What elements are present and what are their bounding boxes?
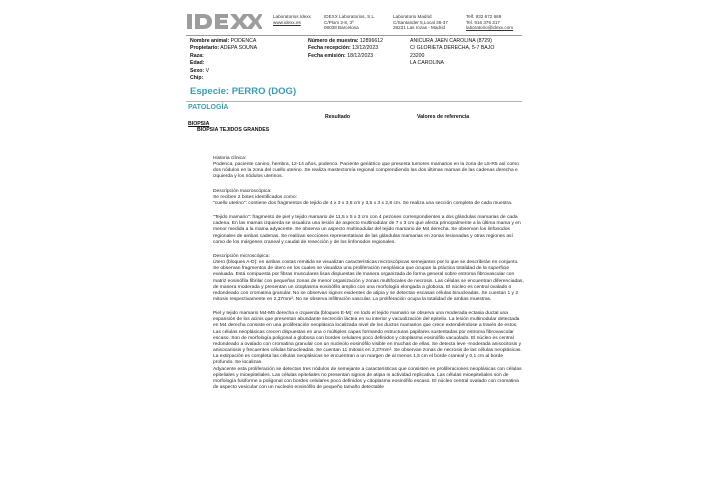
- header-lab-info: [273, 14, 311, 25]
- header-company-city: 08038 Barcelona: [324, 25, 359, 31]
- header-website-link[interactable]: www.idexx.es: [273, 19, 301, 25]
- header-phone-2: Tel. 916 376 317: [466, 19, 500, 25]
- animal-name: PODENCA: [230, 38, 257, 44]
- header-contact: [466, 14, 513, 31]
- clinic-name: ANICURA JAEN CAROLINA (8729): [410, 38, 492, 44]
- header-phone-1: Telf. 932 672 669: [466, 14, 502, 19]
- issued-label: Fecha emisión:: [308, 52, 346, 59]
- macroscopic-description: Descripción macroscópica: Se reciben 2 botes identificados como: "cuello uterino": contiene dos fragmentos de tejido de 4 x 3 x 3,5 cm y 3,5 x 3 x 2,8 cm. Se realiza una sección completa de cada muestra.: [213, 188, 513, 206]
- header-lab-name: Laboratorios Idexx: [273, 14, 311, 19]
- species-heading: Especie: PERRO (DOG): [190, 86, 297, 97]
- clinical-history: Historia clínica: Podenca, paciente canino, hembra, 12-14 años, podenco. Paciente geriátrico que presenta tumores mamarios en la zona de L5-R5 así como dos nódulos en la zona del cuello uterino. Se realiza mastectomía regional comprendiendo las dos últimas mamas de las cadenas derecha e izquierda y los nódulos uterinos.: [213, 156, 519, 180]
- sample-number-label: Número de muestra:: [308, 38, 359, 44]
- clinic-city: LA CAROLINA: [410, 60, 445, 67]
- issued-date: 18/12/2023: [347, 52, 374, 59]
- header-madrid-address: [393, 14, 448, 31]
- received-label: Fecha recepción:: [308, 45, 351, 52]
- report-header: [186, 12, 522, 34]
- sex-value: V: [205, 67, 210, 74]
- header-madrid-name: Laboratorio Madrid: [393, 14, 432, 19]
- header-divider: [186, 35, 522, 36]
- header-email-link[interactable]: laboratorio@idexx.com: [466, 25, 514, 31]
- result-column-header: Resultado: [325, 114, 351, 120]
- received-date: 13/12/2023: [352, 45, 379, 52]
- header-madrid-street: C/Santander 5,Local 36-37: [393, 19, 448, 25]
- microscopic-description: Descripción microscópica: Útero (bloques A-D): en ambas costas remitida se visualizan características microscópicas semejantes por lo que se describirán en conjunto. Se observan fragmentos de útero en los cuales se visualiza una proliferación neoplásica que ocupan la práctica totalidad de la superficie evaluada. Está compuesta por fibras musculares lisas dispuestas de manera organizada de forma general sobre estroma fibrovascular con matriz eosinófila fibrilar con pequeñas zonas de menor organización y zonas multifocales de necrosis. Las células se encuentran diferenciadas, de manera moderada y presentan un citoplasma eosinófilo amplio con una morfología elongada a globosa. El núcleo es central ovalado o redondeado con cromatina granular. No se observan signos evidentes de atipia y se detectan escasas células binucleadas. Se cuentan 1 y 2 mitosis respectivamente en 2,37mm². No se observa infiltración vascular. La proliferación ocupa la totalidad de ambas muestras.: [213, 253, 524, 302]
- sample-info: [308, 38, 383, 60]
- patient-info: [190, 38, 257, 82]
- mammary-tissue-description: "Tejido mamario": fragmento de piel y tejido mamario de 11,5 x 5 x 3 cm con 4 pezones correspondientes a dos glándulas mamarias de cada cadena. En las mamas izquierda se visualiza una lesión de aspecto multinodular de 7 x 3 cm que afecta principalmente a la última mama y en menor medida a la mama adyacente. Se observa un aspecto multinodular del tejido mamario de M4 derecha. Se observan los linfonodos regionales de ambas cadenas. Se realizan secciones representativas de las glándulas mamarias en zonas lesionadas y otras regiones así como de los márgenes craneal y caudal de resección y de los linfonodos regionales.: [213, 215, 521, 245]
- sample-number: 12896612: [359, 38, 383, 44]
- owner-name: ADEPA SOUNA: [220, 45, 258, 52]
- sex-label: Sexo:: [190, 67, 205, 74]
- section-title: PATOLOGÍA: [188, 104, 229, 111]
- owner-label: Propietario:: [190, 45, 220, 52]
- breed-label: Raza:: [190, 52, 204, 59]
- animal-label: Nombre animal:: [190, 38, 230, 44]
- biopsy-title: BIOPSIA: [188, 121, 210, 127]
- species-divider: [186, 101, 522, 102]
- clinic-zip: 23200: [410, 52, 425, 59]
- clinic-info: [410, 38, 494, 68]
- age-label: Edad:: [190, 60, 205, 67]
- header-company-street: C/Plom 2-8, 3º: [324, 19, 354, 25]
- biopsy-subtitle: BIOPSIA TEJIDOS GRANDES: [197, 127, 270, 133]
- header-company-address: [324, 14, 375, 31]
- clinic-address: C/ GLORIETA DERECHA, 5-7 BAJO: [410, 45, 495, 52]
- header-madrid-city: 28231 Las rozas - Madrid: [393, 25, 446, 31]
- mammary-microscopic-description: Piel y tejido mamario M4-M5 derecha e izquierda (bloques E-M): en todo el tejido mamario se observa una moderada ectasia ductal una expansión de los acinis que presentan abundante secreción láctea en su interior y vacuolización del epitelio. La lesión multinodular detectada en M4 derecha consiste en una proliferación neoplásica localizada nivel de los ductos mamarios que crece extendiéndose a través de estos. Las células neoplásicas crecen dispuestas en una o múltiples capas formando estructuras papilares sustentadas por estroma fibrovascular escaso. Son de morfología poligonal a globosa con bordes celulares poco definidos y citoplasma eosinófilo vacuolado. El núcleo es central redondeado a ovalado con cromatina granular con un nucleolo eosinófilo visible en muchas de ellas. Se detecta leve -moderada anisocitosis y anisocariosis y frecuentes células binucleadas. Se cuentan 11 mitosis en 2,37mm². Se observan zonas de necrosis de las células neoplásicas. La extirpación es completa las células neoplásicas se encuentran a un margen de al menos 1,5 cm el borde craneal y 0,1 cm al borde profundo. Se localizan. Adyacente esta proliferación se detectan tres nódulos de semejante a características que consisten en proliferaciones neoplásicas con células epiteliales y mioepiteliales. Las células epiteliales no presentan signos de atipia ni actividad replicativa. Las células mioepiteliales son de morfología fusiforme a poligonal con bordes celulares poco definidos y citoplasma eosinófilo escaso. El núcleo central ovalado con cromatina de aspecto vesicular con un nucleolo eosinófilo de pequeño tamaño detectable: [213, 311, 522, 390]
- header-company-name: IDEXX Laboratorios, S.L.: [324, 14, 376, 19]
- report-body: [213, 156, 525, 391]
- reference-column-header: Valores de referencia: [417, 114, 470, 120]
- idexx-logo: [186, 12, 262, 32]
- chip-label: Chip:: [190, 74, 204, 81]
